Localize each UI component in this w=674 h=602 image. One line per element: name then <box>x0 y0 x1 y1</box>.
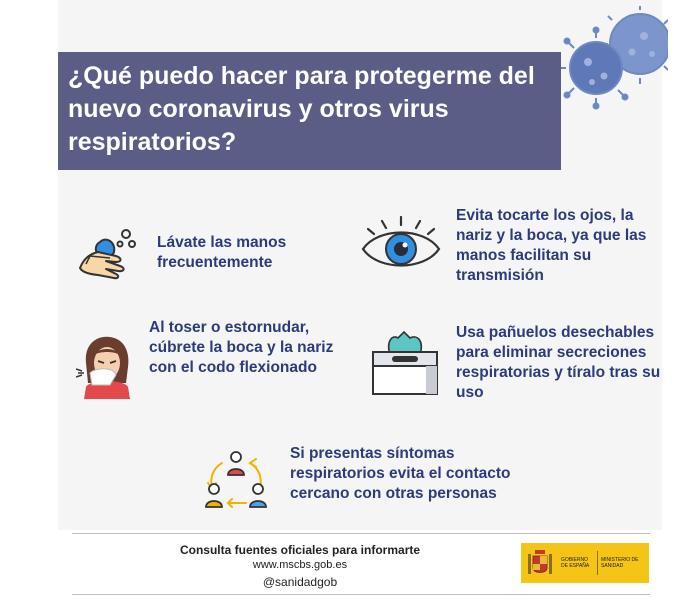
government-logo <box>521 543 649 583</box>
tip-wash-hands: Lávate las manos frecuentemente <box>157 234 287 271</box>
eye-icon <box>360 215 442 271</box>
tip-cover-cough: Al toser o estornudar, cúbrete la boca y la nariz con el codo flexionado <box>149 319 334 376</box>
logo-divider <box>597 551 598 575</box>
virus-icon <box>552 6 668 112</box>
sneezing-person-icon <box>76 333 138 399</box>
tip-use-tissues: Usa pañuelos desechables para eliminar secreciones respiratorias y tíralo tras su uso <box>456 324 661 401</box>
tip-avoid-contact: Si presentas síntomas respiratorios evita el contacto cercano con otras personas <box>290 445 511 502</box>
footer-handle[interactable]: @sanidadgob <box>262 575 338 589</box>
ministerio-label: MINISTERIO DE SANIDAD <box>601 557 639 569</box>
people-distance-icon <box>200 449 272 511</box>
footer-divider-bottom <box>72 594 650 595</box>
tip-avoid-touching: Evita tocarte los ojos, la nariz y la boca, ya que las manos facilitan su transmisión <box>456 207 647 284</box>
footer-website[interactable]: www.mscbs.gob.es <box>252 559 348 571</box>
footer-divider-top <box>72 533 650 534</box>
coat-of-arms-icon <box>527 548 553 578</box>
gobierno-label: GOBIERNO DE ESPAÑA <box>561 557 590 569</box>
tissue-box-icon <box>370 330 440 396</box>
hand-wash-icon <box>76 228 138 280</box>
footer-consult: Consulta fuentes oficiales para informarte <box>179 543 421 557</box>
page-title: ¿Qué puedo hacer para protegerme del nuevo coronavirus y otros virus respiratorios? <box>68 62 535 156</box>
